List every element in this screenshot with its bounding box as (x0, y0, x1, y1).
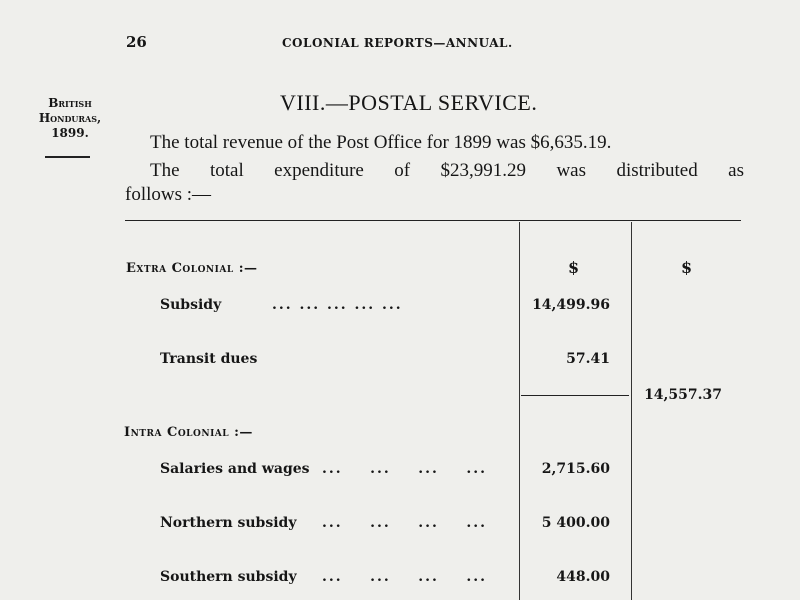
margin-rule (45, 156, 90, 158)
expenditure-paragraph-end: follows :— (125, 184, 212, 205)
table-row-label: Transit dues (160, 351, 258, 367)
paragraph-word: of (394, 160, 411, 181)
expenditure-paragraph (150, 160, 744, 182)
page-number: 26 (126, 33, 147, 51)
table-top-rule (125, 220, 741, 221)
paragraph-word: expenditure (274, 160, 364, 181)
paragraph-word: $23,991.29 (440, 160, 527, 181)
column-divider (631, 222, 632, 600)
table-row-amount: 5 400.00 (541, 515, 610, 531)
column-divider (519, 222, 520, 600)
margin-note-line: British (48, 96, 92, 110)
margin-note (22, 96, 118, 141)
table-row-label: Subsidy (160, 297, 222, 313)
revenue-paragraph: The total revenue of the Post Office for 1899 was $6,635.19. (150, 132, 612, 153)
subtotal-rule (521, 395, 629, 396)
table-row-amount: 2,715.60 (541, 461, 610, 477)
paragraph-word: as (728, 160, 744, 181)
dot-leader: ... ... ... ... ... (272, 297, 403, 313)
paragraph-word: total (209, 160, 244, 181)
table-row-amount: 448.00 (556, 569, 610, 585)
section-title: VIII.—POSTAL SERVICE. (280, 90, 538, 115)
margin-note-line: Honduras, (38, 111, 102, 125)
category-label-intra-colonial: Intra Colonial :— (124, 425, 253, 440)
running-head: COLONIAL REPORTS—ANNUAL. (282, 36, 513, 50)
paragraph-word: was (556, 160, 587, 181)
currency-header: $ (681, 258, 693, 277)
dot-leader: ... ... ... ... (322, 569, 487, 585)
category-total: 14,557.37 (644, 387, 722, 403)
currency-header: $ (568, 258, 580, 277)
table-row-label: Northern subsidy (160, 515, 297, 531)
table-row-amount: 57.41 (566, 351, 610, 367)
table-row-amount: 14,499.96 (532, 297, 610, 313)
margin-note-line: 1899. (51, 126, 89, 140)
table-row-label: Southern subsidy (160, 569, 297, 585)
dot-leader: ... ... ... ... (322, 515, 487, 531)
table-row-label: Salaries and wages (160, 461, 310, 477)
paragraph-word: distributed (616, 160, 698, 181)
category-label-extra-colonial: Extra Colonial :— (126, 261, 258, 276)
paragraph-word: The (150, 160, 180, 181)
dot-leader: ... ... ... ... (322, 461, 487, 477)
